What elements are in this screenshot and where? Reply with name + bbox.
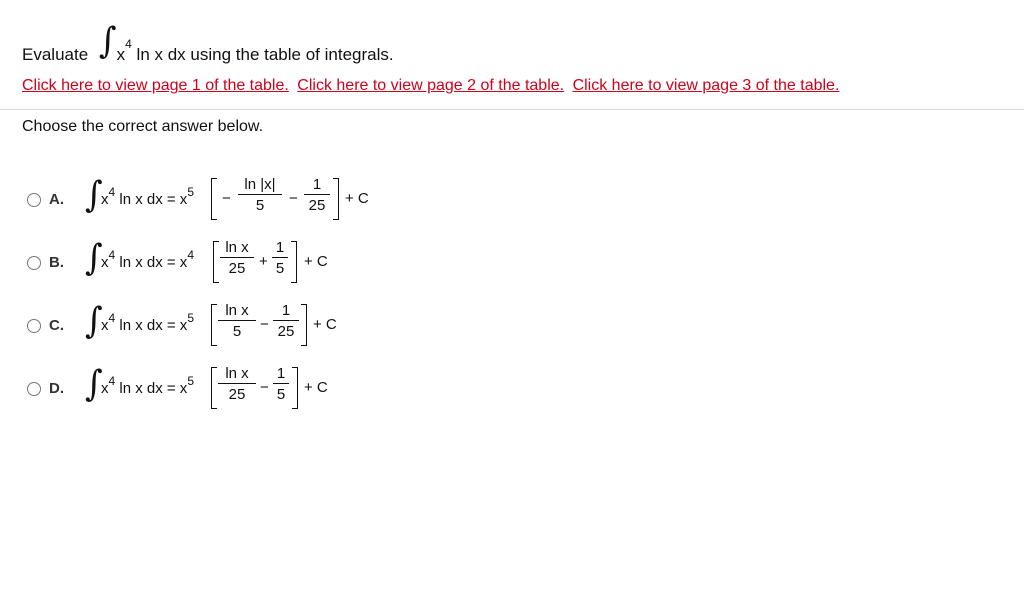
link-table-page-3[interactable]: Click here to view page 3 of the table. xyxy=(572,77,840,94)
option-lhs: $x^4$ ln x dx = $x^5$ xyxy=(101,374,194,397)
sign: + xyxy=(259,253,268,270)
link-table-page-2[interactable]: Click here to view page 2 of the table. xyxy=(297,77,565,94)
fraction-2: $\frac{1}{5}$ xyxy=(273,365,289,403)
table-links xyxy=(22,77,843,95)
fraction-2: $\frac{1}{5}$ xyxy=(272,239,288,277)
option-letter: A. xyxy=(49,191,64,208)
sign: − xyxy=(260,316,269,333)
sign: − xyxy=(222,190,231,207)
integral-sign-icon: ∫ xyxy=(85,237,103,279)
radio-button-b[interactable] xyxy=(27,256,41,270)
bracket-left xyxy=(211,304,217,346)
integral-sign-icon: ∫ xyxy=(85,363,103,405)
option-lhs: $x^4$ ln x dx = $x^5$ xyxy=(101,311,194,334)
question-line xyxy=(22,20,394,64)
integral-sign-icon: ∫ xyxy=(85,174,103,216)
radio-button-c[interactable] xyxy=(27,319,41,333)
fraction-1: $\frac{\text{ln x}}{25}$ xyxy=(218,365,256,403)
radio-button-d[interactable] xyxy=(27,382,41,396)
integrand-base: x xyxy=(116,45,126,64)
fraction-2: $\frac{1}{25}$ xyxy=(304,176,330,214)
bracket-left xyxy=(211,178,217,220)
bracket-right xyxy=(291,241,297,283)
fraction-1: $\frac{\ln |x|}{5}$ xyxy=(238,176,282,214)
evaluate-label: Evaluate xyxy=(22,45,89,64)
answer-prompt: Choose the correct answer below. xyxy=(22,118,264,135)
constant: + C xyxy=(313,316,337,333)
sign: − xyxy=(289,190,298,207)
constant: + C xyxy=(304,379,328,396)
link-table-page-1[interactable]: Click here to view page 1 of the table. xyxy=(22,77,289,94)
bracket-left xyxy=(211,367,217,409)
integrand-exponent: 4 xyxy=(125,37,132,51)
bracket-left xyxy=(213,241,219,283)
constant: + C xyxy=(304,253,328,270)
constant: + C xyxy=(345,190,369,207)
question-text: ln x dx using the table of integrals. xyxy=(136,45,394,64)
radio-button-a[interactable] xyxy=(27,193,41,207)
integral-sign-icon: ∫ xyxy=(85,300,103,342)
option-lhs: $x^4$ ln x dx = $x^5$ xyxy=(101,185,194,208)
bracket-right xyxy=(333,178,339,220)
divider xyxy=(0,109,1024,110)
option-letter: D. xyxy=(49,380,64,397)
fraction-2: $\frac{1}{25}$ xyxy=(273,302,299,340)
option-lhs: $x^4$ ln x dx = $x^4$ xyxy=(101,248,194,271)
option-letter: B. xyxy=(49,254,64,271)
integral-sign-icon: ∫ xyxy=(98,20,117,63)
bracket-right xyxy=(292,367,298,409)
bracket-right xyxy=(301,304,307,346)
fraction-1: $\frac{\text{ln x}}{25}$ xyxy=(220,239,254,277)
option-letter: C. xyxy=(49,317,64,334)
fraction-1: $\frac{\text{ln x}}{5}$ xyxy=(218,302,256,340)
sign: − xyxy=(260,379,269,396)
